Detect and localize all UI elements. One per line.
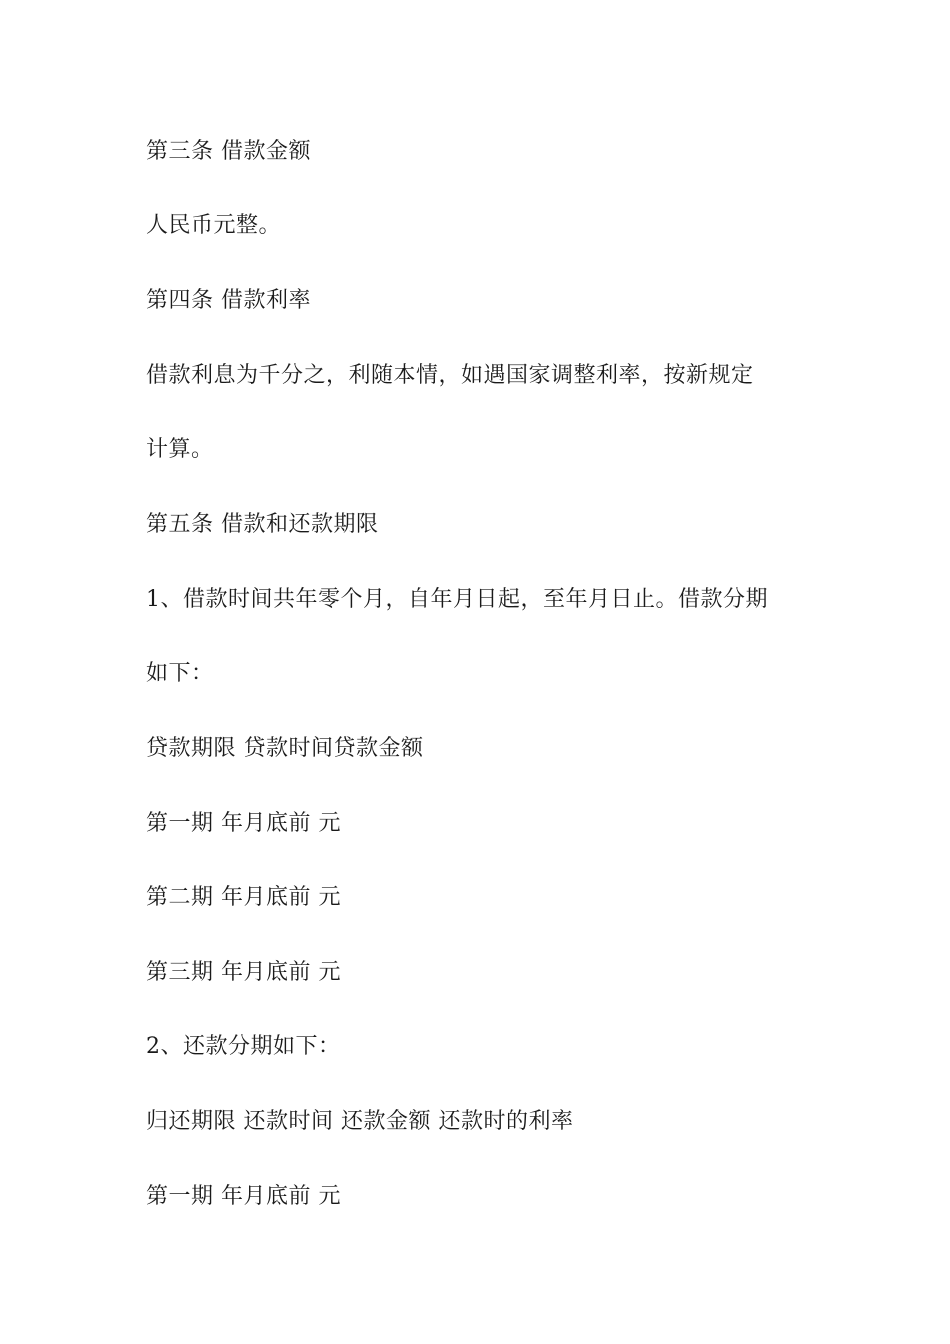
repayment-schedule-header: 归还期限 还款时间 还款金额 还款时的利率 xyxy=(146,1109,574,1134)
loan-schedule-row: 第二期 年月底前 元 xyxy=(146,885,341,910)
loan-term-clause: 1、借款时间共年零个月，自年月日起，至年月日止。借款分期 xyxy=(146,587,768,612)
loan-schedule-row: 第三期 年月底前 元 xyxy=(146,960,341,985)
loan-amount-text: 人民币元整。 xyxy=(146,213,282,238)
loan-schedule-row: 第一期 年月底前 元 xyxy=(146,811,341,836)
article-3-heading: 第三条 借款金额 xyxy=(146,139,311,164)
article-4-heading: 第四条 借款利率 xyxy=(146,288,311,313)
loan-schedule-header: 贷款期限 贷款时间贷款金额 xyxy=(146,736,424,761)
repayment-clause: 2、还款分期如下： xyxy=(146,1034,341,1059)
article-5-heading: 第五条 借款和还款期限 xyxy=(146,512,379,537)
interest-rate-text-cont: 计算。 xyxy=(146,437,214,462)
interest-rate-text: 借款利息为千分之，利随本情，如遇国家调整利率，按新规定 xyxy=(146,363,754,388)
loan-term-clause-cont: 如下： xyxy=(146,661,214,686)
repayment-schedule-row: 第一期 年月底前 元 xyxy=(146,1184,341,1209)
